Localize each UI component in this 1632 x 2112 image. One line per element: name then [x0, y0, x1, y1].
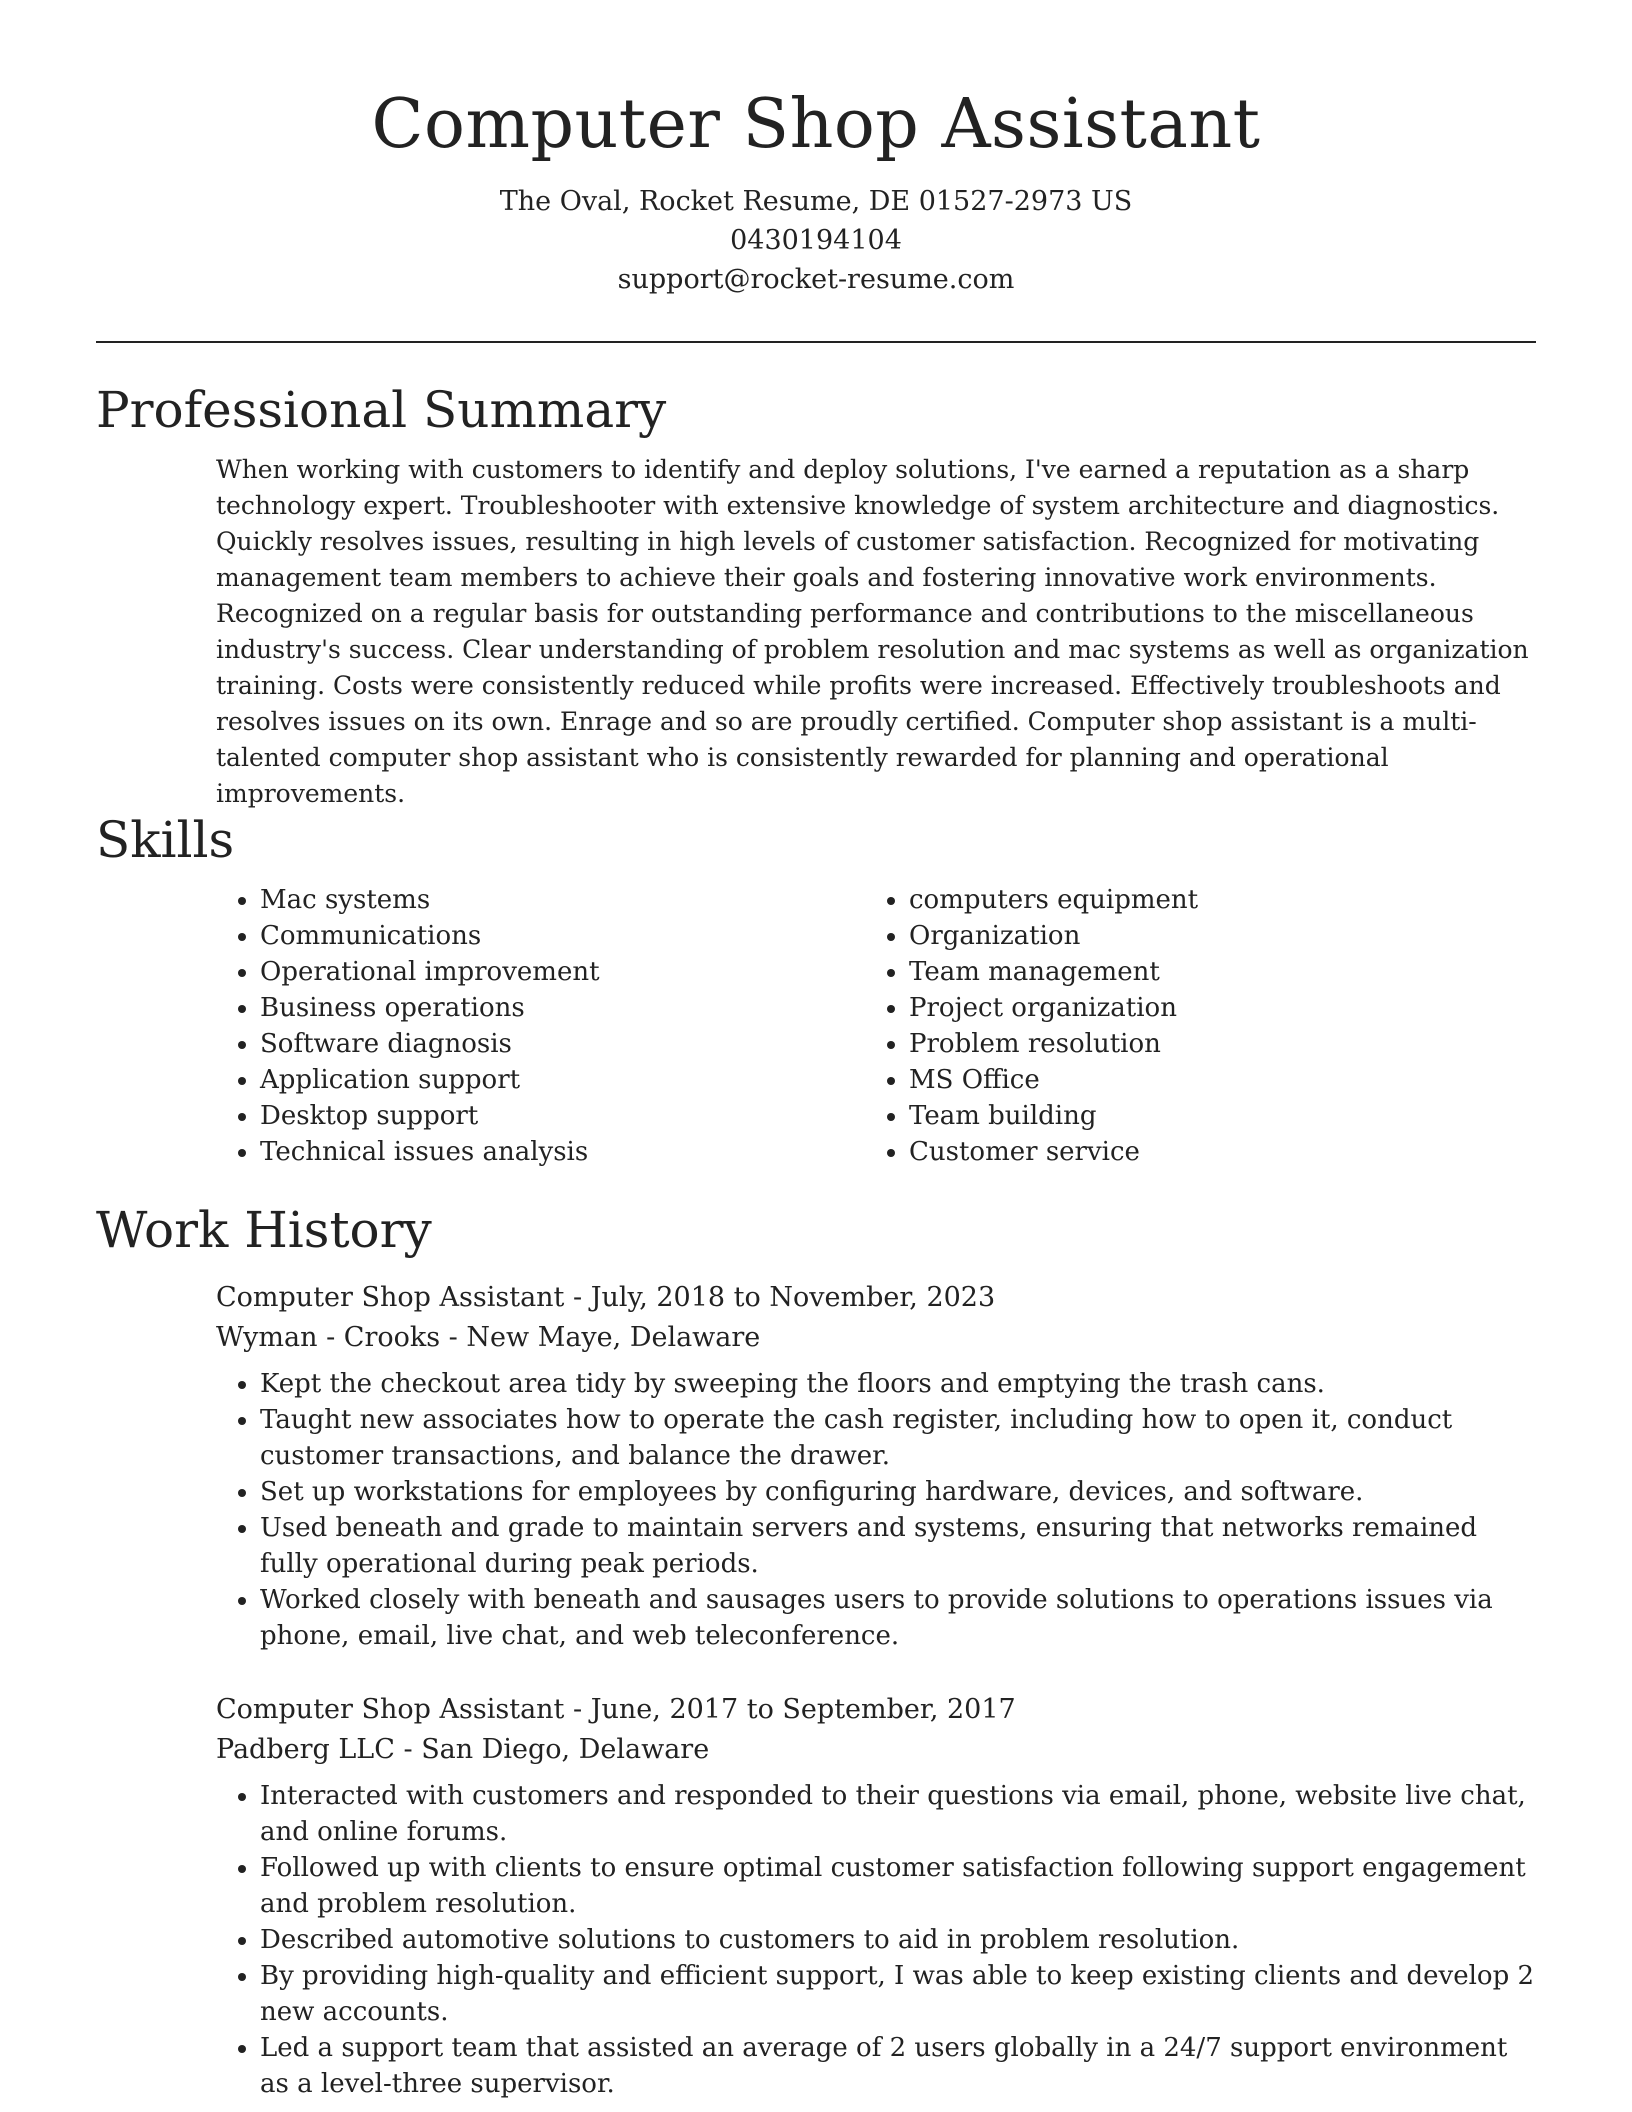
job-bullet: • Set up workstations for employees by configuring hardware, devices, and software.: [260, 1474, 1536, 1510]
job-dates: June, 2017 to September, 2017: [590, 1694, 1016, 1725]
job-bullet: • Worked closely with beneath and sausages users to provide solutions to operations issues via phone, email, live chat, and web teleconference.: [260, 1582, 1536, 1654]
skills-columns: [216, 882, 1536, 1170]
skill-item: • Organization: [909, 918, 1514, 954]
job-entry: [216, 1278, 1536, 1654]
resume-header: [0, 0, 1632, 299]
job-location: New Maye, Delaware: [466, 1322, 761, 1353]
job-company-line: Padberg LLC - San Diego, Delaware: [216, 1734, 710, 1765]
job-company-line: Wyman - Crooks - New Maye, Delaware: [216, 1322, 761, 1353]
skill-item: • Technical issues analysis: [260, 1134, 865, 1170]
skill-item: • Application support: [260, 1062, 865, 1098]
summary-heading: Professional Summary: [96, 381, 667, 439]
skills-heading: Skills: [96, 811, 235, 869]
address: The Oval, Rocket Resume, DE 01527-2973 US: [499, 185, 1133, 217]
skill-item: • Communications: [260, 918, 865, 954]
skill-item: • Desktop support: [260, 1098, 865, 1134]
skills-section: [96, 810, 1536, 1170]
job-bullet: • By providing high-quality and efficient support, I was able to keep existing clients and develop 2 new accounts.: [260, 1958, 1536, 2030]
skill-item: • Software diagnosis: [260, 1026, 865, 1062]
job-dates: July, 2018 to November, 2023: [590, 1282, 996, 1313]
summary-text: When working with customers to identify and deploy solutions, I've earned a reputation as a sharp technology expert. Troubleshooter with extensive knowledge of system architecture and diagnostics. Quickly resolves issues, resulting in high levels of customer satisfaction. Recognized for motivating management team members to achieve their goals and fostering innovative work environments. Recognized on a regular basis for outstanding performance and contributions to the miscellaneous industry's success. Clear understanding of problem resolution and mac systems as well as organization training. Costs were consistently reduced while profits were increased. Effectively troubleshoots and resolves issues on its own. Enrage and so are proudly certified. Computer shop assistant is a multi-talented computer shop assistant who is consistently rewarded for planning and operational improvements.: [216, 455, 1529, 808]
work-history-section: [96, 1200, 1536, 2102]
job-entry: [216, 1690, 1536, 2102]
skill-item: • Problem resolution: [909, 1026, 1514, 1062]
job-bullet: • Led a support team that assisted an average of 2 users globally in a 24/7 support environment as a level-three supervisor.: [260, 2030, 1536, 2102]
job-role: Computer Shop Assistant: [216, 1694, 565, 1725]
job-bullet: • Kept the checkout area tidy by sweeping the floors and emptying the trash cans.: [260, 1366, 1536, 1402]
contact-block: [0, 182, 1632, 299]
skill-item: • Operational improvement: [260, 954, 865, 990]
job-bullet: • Taught new associates how to operate the cash register, including how to open it, conduct customer transactions, and balance the drawer.: [260, 1402, 1536, 1474]
candidate-name: Computer Shop Assistant: [371, 85, 1261, 164]
skills-list-left: [216, 882, 865, 1170]
job-bullet: • Followed up with clients to ensure optimal customer satisfaction following support engagement and problem resolution.: [260, 1850, 1536, 1922]
skill-item: • Team management: [909, 954, 1514, 990]
skill-item: • Business operations: [260, 990, 865, 1026]
skill-item: • Team building: [909, 1098, 1514, 1134]
job-bullets: [216, 1366, 1536, 1654]
job-company: Wyman - Crooks: [216, 1322, 441, 1353]
job-location: San Diego, Delaware: [421, 1734, 710, 1765]
job-bullets: [216, 1778, 1536, 2102]
skill-item: • Project organization: [909, 990, 1514, 1026]
job-bullet: • Used beneath and grade to maintain servers and systems, ensuring that networks remained fully operational during peak periods.: [260, 1510, 1536, 1582]
job-role: Computer Shop Assistant: [216, 1282, 565, 1313]
work-history-heading: Work History: [96, 1201, 432, 1259]
skill-item: • Mac systems: [260, 882, 865, 918]
job-company: Padberg LLC: [216, 1734, 395, 1765]
phone: 0430194104: [730, 224, 902, 256]
skills-list-right: [865, 882, 1514, 1170]
job-bullet: • Described automotive solutions to customers to aid in problem resolution.: [260, 1922, 1536, 1958]
skill-item: • Customer service: [909, 1134, 1514, 1170]
email: support@rocket-resume.com: [617, 263, 1015, 295]
summary-section: [96, 380, 1536, 812]
job-bullet: • Interacted with customers and responded to their questions via email, phone, website live chat, and online forums.: [260, 1778, 1536, 1850]
skill-item: • computers equipment: [909, 882, 1514, 918]
job-title-line: Computer Shop Assistant - June, 2017 to September, 2017: [216, 1694, 1016, 1725]
skill-item: • MS Office: [909, 1062, 1514, 1098]
header-divider: [96, 341, 1536, 343]
job-title-line: Computer Shop Assistant - July, 2018 to November, 2023: [216, 1282, 996, 1313]
